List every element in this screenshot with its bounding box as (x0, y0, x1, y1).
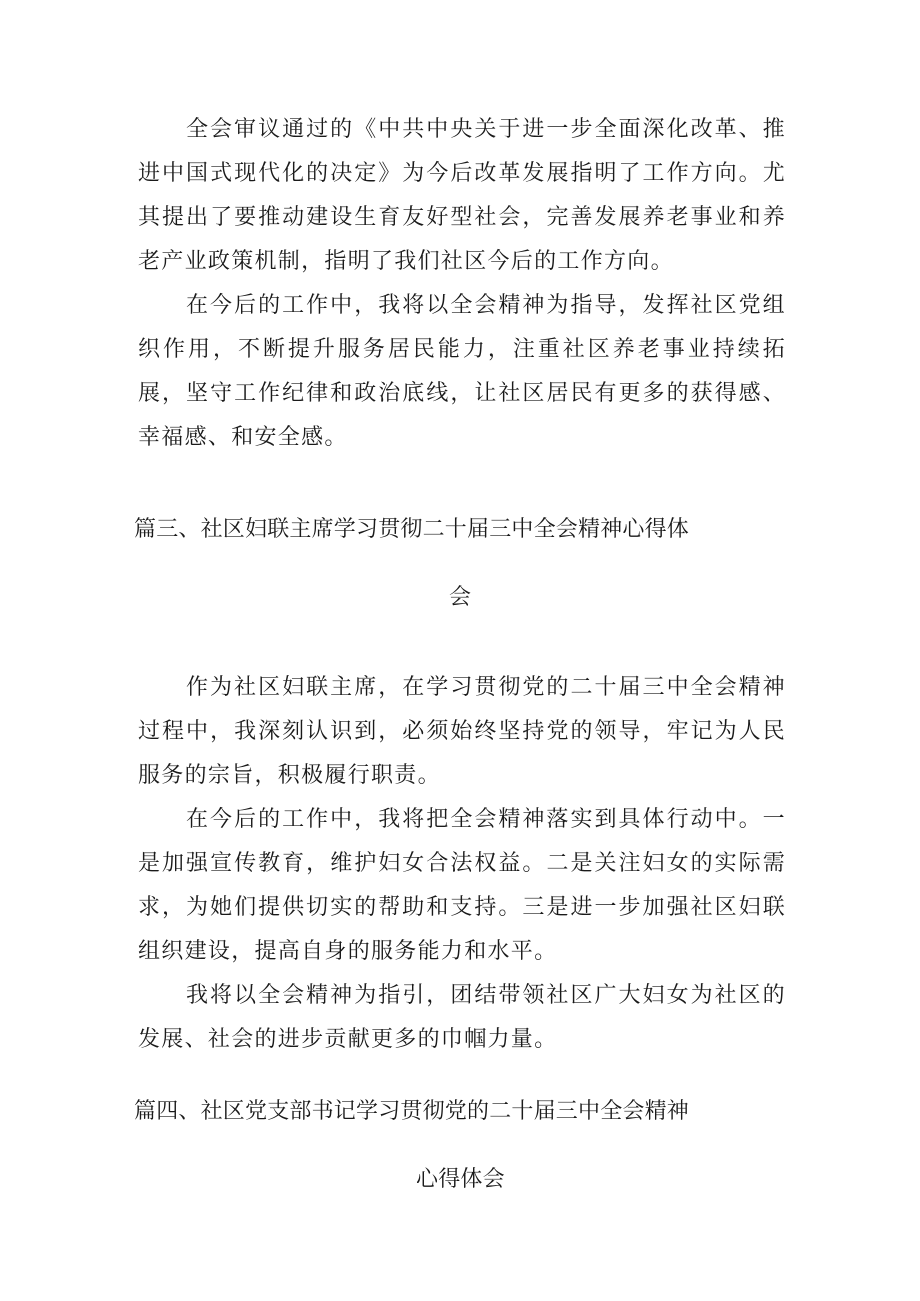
paragraph-womens-federation-role: 作为社区妇联主席，在学习贯彻党的二十届三中全会精神过程中，我深刻认识到，必须始终坚持党的领导，牢记为人民服务的宗旨，积极履行职责。 (138, 675, 786, 788)
paragraph-future-work-women: 在今后的工作中，我将把全会精神落实到具体行动中。一是加强宣传教育，维护妇女合法权益。二是关注妇女的实际需求，为她们提供切实的帮助和支持。三是进一步加强社区妇联组织建设，提高自身的服务能力和水平。 (138, 807, 786, 964)
section-heading-3-line1: 篇三、社区妇联主席学习贯彻二十届三中全会精神心得体 (134, 517, 690, 542)
section-heading-3-line2: 会 (449, 585, 472, 610)
paragraph-guidance-women: 我将以全会精神为指引，团结带领社区广大妇女为社区的发展、社会的进步贡献更多的巾帼力量。 (138, 983, 786, 1052)
paragraph-reform-decision: 全会审议通过的《中共中央关于进一步全面深化改革、推进中国式现代化的决定》为今后改革发展指明了工作方向。尤其提出了要推动建设生育友好型社会，完善发展养老事业和养老产业政策机制，指明了我们社区今后的工作方向。 (138, 117, 786, 274)
section-heading-3 (134, 496, 786, 632)
section-heading-4-line1: 篇四、社区党支部书记学习贯彻党的二十届三中全会精神 (134, 1099, 690, 1124)
paragraph-future-work-elderly: 在今后的工作中，我将以全会精神为指导，发挥社区党组织作用，不断提升服务居民能力，注重社区养老事业持续拓展，坚守工作纪律和政治底线，让社区居民有更多的获得感、幸福感、和安全感。 (138, 293, 786, 450)
section-heading-4-line2: 心得体会 (416, 1167, 505, 1192)
section-heading-4 (134, 1078, 786, 1214)
